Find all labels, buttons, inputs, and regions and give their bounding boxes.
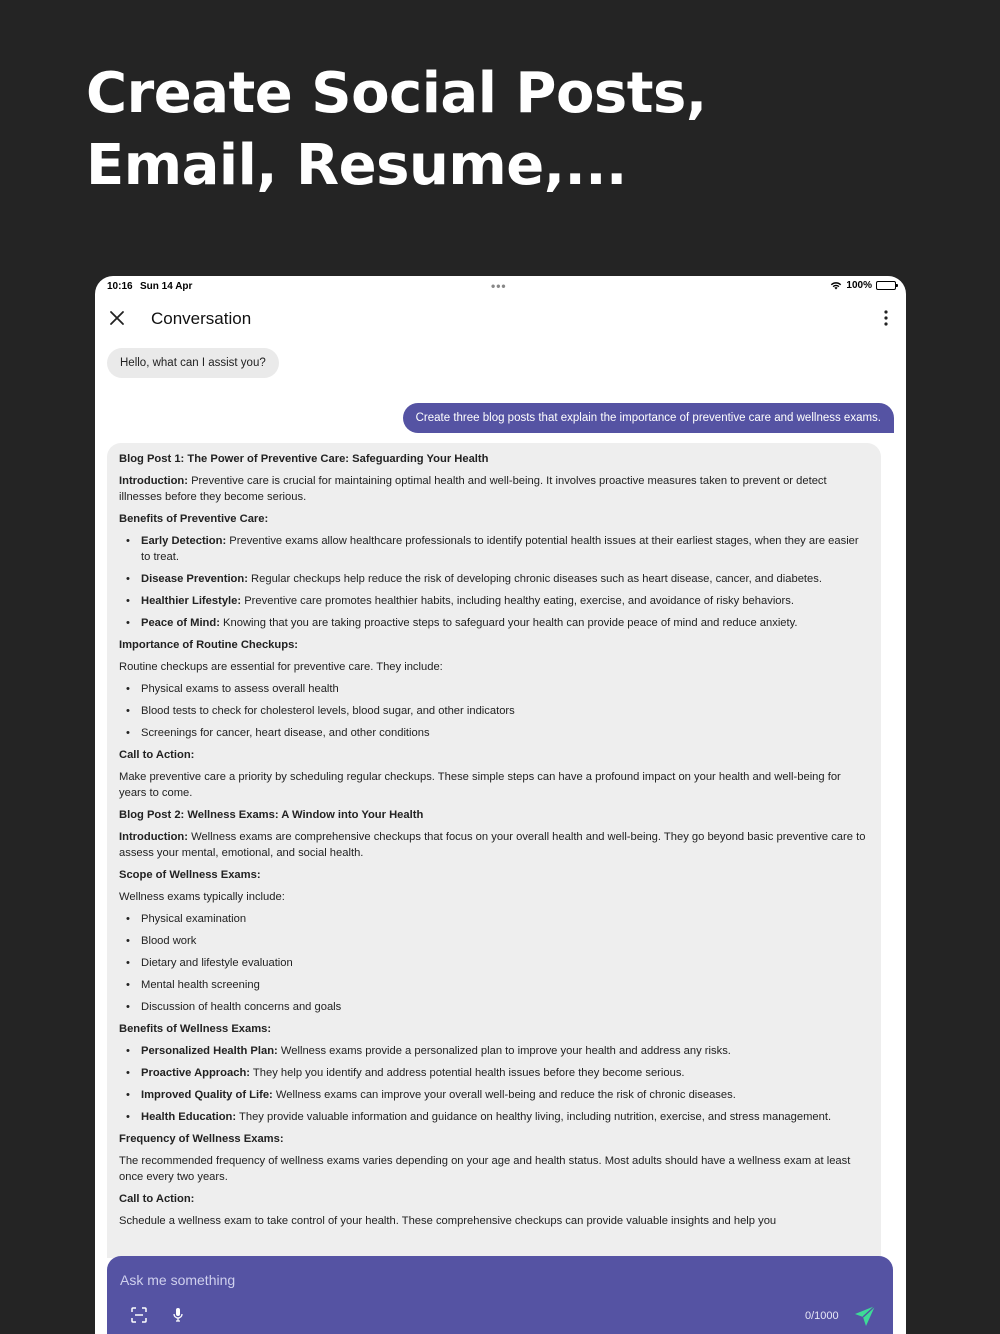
post2-frequency-text: The recommended frequency of wellness exams varies depending on your age and health status. Most adults should have a wellness exam at least once every two years. xyxy=(119,1155,851,1183)
close-icon[interactable] xyxy=(107,308,127,328)
headline-line-1: Create Social Posts, xyxy=(86,61,707,126)
post1-title: Blog Post 1: The Power of Preventive Care: Safeguarding Your Health xyxy=(119,453,489,465)
list-item: • Disease Prevention: Regular checkups help reduce the risk of developing chronic diseases such as heart disease, cancer, and diabetes. xyxy=(119,571,869,587)
post1-routine-heading: Importance of Routine Checkups: xyxy=(119,639,299,651)
post2-cta-heading: Call to Action: xyxy=(119,1193,195,1205)
post1-routine-text: Routine checkups are essential for preventive care. They include: xyxy=(119,661,443,673)
list-item: • Mental health screening xyxy=(119,977,869,993)
status-date: Sun 14 Apr xyxy=(140,281,193,292)
list-item: • Blood work xyxy=(119,933,869,949)
page-title: Conversation xyxy=(151,309,252,328)
list-item: • Personalized Health Plan: Wellness exams provide a personalized plan to improve your health and address any risks. xyxy=(119,1043,869,1059)
post1-cta-heading: Call to Action: xyxy=(119,749,195,761)
list-item: • Screenings for cancer, heart disease, and other conditions xyxy=(119,725,869,741)
battery-icon xyxy=(876,281,896,290)
device-screen xyxy=(95,276,906,1334)
post2-frequency-heading: Frequency of Wellness Exams: xyxy=(119,1133,284,1145)
list-item: • Healthier Lifestyle: Preventive care promotes healthier habits, including healthy eating, exercise, and avoidance of risky behaviors. xyxy=(119,593,869,609)
post2-intro: Introduction: Wellness exams are comprehensive checkups that focus on your overall health and well-being. They go beyond basic preventive care to assess your mental, emotional, and social health. xyxy=(119,831,866,859)
headline-line-2: Email, Resume,... xyxy=(86,133,627,198)
list-item: • Physical examination xyxy=(119,911,869,927)
microphone-icon[interactable] xyxy=(171,1307,185,1323)
post1-benefits-list xyxy=(119,533,869,631)
list-item: • Proactive Approach: They help you identify and address potential health issues before they become serious. xyxy=(119,1065,869,1081)
list-item: • Dietary and lifestyle evaluation xyxy=(119,955,869,971)
send-icon[interactable] xyxy=(853,1304,877,1328)
status-time: 10:16 xyxy=(107,281,133,292)
post2-scope-heading: Scope of Wellness Exams: xyxy=(119,869,261,881)
conversation-thread[interactable] xyxy=(95,348,906,1258)
list-item: • Blood tests to check for cholesterol levels, blood sugar, and other indicators xyxy=(119,703,869,719)
character-counter: 0/1000 xyxy=(805,1310,839,1322)
bot-greeting-bubble: Hello, what can I assist you? xyxy=(107,348,279,378)
post1-benefits-heading: Benefits of Preventive Care: xyxy=(119,513,269,525)
post2-benefits-heading: Benefits of Wellness Exams: xyxy=(119,1023,272,1035)
battery-percent: 100% xyxy=(846,280,872,291)
user-prompt-bubble: Create three blog posts that explain the importance of preventive care and wellness exams. xyxy=(403,403,894,433)
list-item: • Health Education: They provide valuable information and guidance on healthy living, including nutrition, exercise, and stress management. xyxy=(119,1109,869,1125)
status-bar xyxy=(95,276,906,296)
list-item: • Physical exams to assess overall health xyxy=(119,681,869,697)
list-item: • Discussion of health concerns and goals xyxy=(119,999,869,1015)
list-item: • Peace of Mind: Knowing that you are taking proactive steps to safeguard your health can provide peace of mind and reduce anxiety. xyxy=(119,615,869,631)
post2-benefits-list xyxy=(119,1043,869,1125)
assistant-answer-bubble xyxy=(107,443,881,1258)
list-item: • Early Detection: Preventive exams allow healthcare professionals to identify potential health issues at their earliest stages, when they are easier to treat. xyxy=(119,533,869,565)
post2-scope-list xyxy=(119,911,869,1015)
post2-cta-text: Schedule a wellness exam to take control of your health. These comprehensive checkups can provide valuable insights and help you xyxy=(119,1215,777,1227)
message-input[interactable] xyxy=(120,1270,720,1290)
more-vertical-icon[interactable] xyxy=(878,308,894,328)
list-item: • Improved Quality of Life: Wellness exams can improve your overall well-being and reduce the risk of chronic diseases. xyxy=(119,1087,869,1103)
post2-scope-text: Wellness exams typically include: xyxy=(119,891,285,903)
promo-headline xyxy=(86,58,707,202)
multitask-dots-icon[interactable]: ••• xyxy=(491,279,507,293)
wifi-icon xyxy=(830,281,842,290)
post1-intro: Introduction: Preventive care is crucial for maintaining optimal health and well-being. It involves proactive measures taken to prevent or detect illnesses before they become serious. xyxy=(119,475,827,503)
post2-title: Blog Post 2: Wellness Exams: A Window into Your Health xyxy=(119,809,424,821)
post1-routine-list xyxy=(119,681,869,741)
scan-icon[interactable] xyxy=(131,1307,147,1323)
app-bar xyxy=(95,302,906,334)
status-indicators xyxy=(830,280,896,291)
post1-cta-text: Make preventive care a priority by scheduling regular checkups. These simple steps can have a profound impact on your health and well-being for years to come. xyxy=(119,771,841,799)
message-composer xyxy=(107,1256,893,1334)
